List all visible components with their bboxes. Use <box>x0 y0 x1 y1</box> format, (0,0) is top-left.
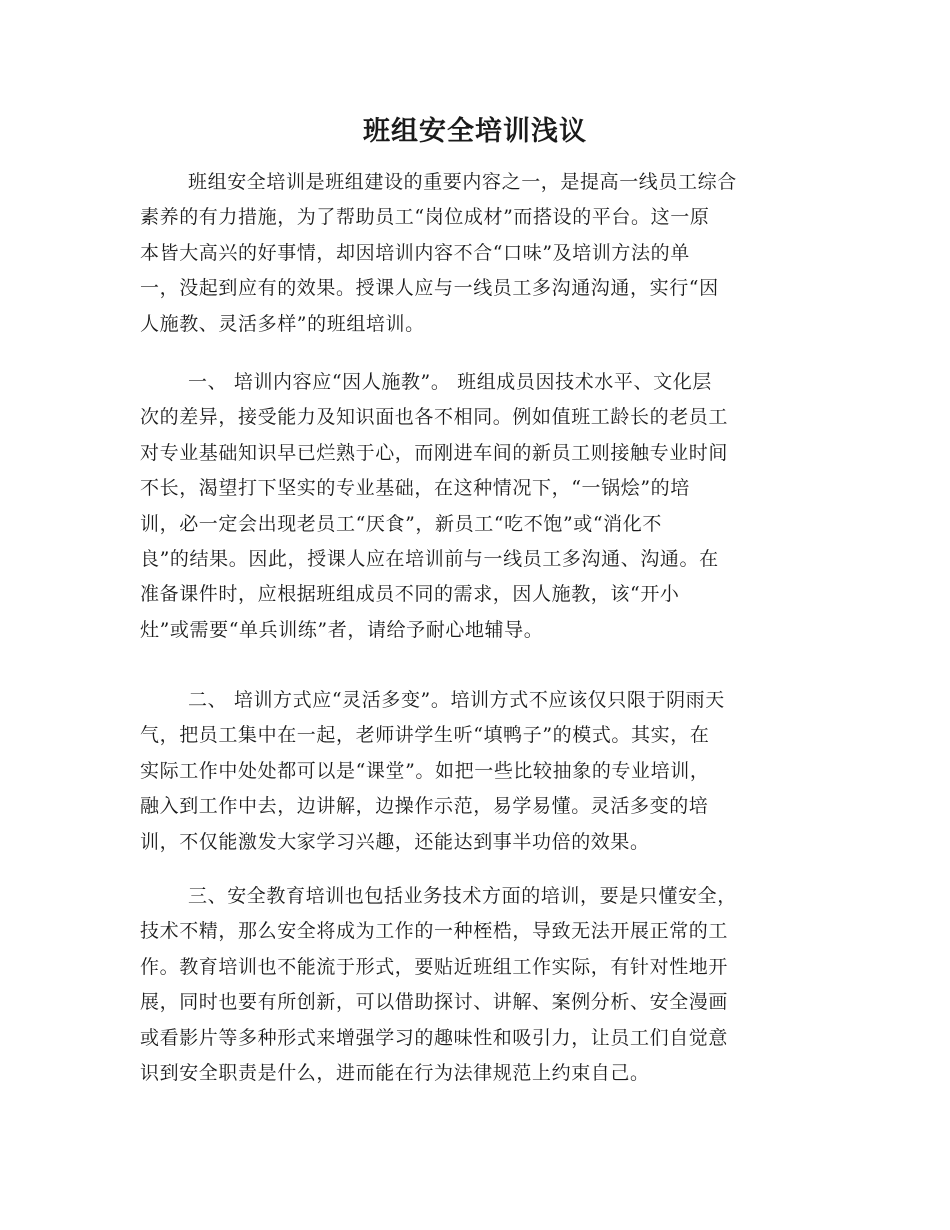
text-line: 展，同时也要有所创新，可以借助探讨、讲解、案例分析、安全漫画 <box>140 991 729 1014</box>
paragraph-intro <box>140 165 810 342</box>
text-line: 训，必一定会出现老员工“厌食”，新员工“吃不饱”或“消化不 <box>140 512 662 535</box>
text-line: 一，没起到应有的效果。授课人应与一线员工多沟通沟通，实行“因 <box>140 277 719 300</box>
text-line: 素养的有力措施，为了帮助员工“岗位成材”而搭设的平台。这一原 <box>140 206 710 229</box>
paragraph-section-2 <box>140 683 810 860</box>
text-line: 气，把员工集中在一起，老师讲学生听“填鸭子”的模式。其实，在 <box>140 724 710 747</box>
text-line: 准备课件时，应根据班组成员不同的需求，因人施教，该“开小 <box>140 583 680 606</box>
text-line: 作。教育培训也不能流于形式，要贴近班组工作实际，有针对性地开 <box>140 955 729 978</box>
text-line: 一、 培训内容应“因人施教”。 班组成员因技术水平、文化层 <box>188 371 712 393</box>
text-line: 融入到工作中去，边讲解，边操作示范，易学易懂。灵活多变的培 <box>140 795 709 818</box>
paragraph-section-3 <box>140 879 810 1091</box>
text-line: 本皆大高兴的好事情，却因培训内容不合“口味”及培训方法的单 <box>140 241 690 264</box>
text-line: 灶”或需要“单兵训练”者，请给予耐心地辅导。 <box>140 618 544 641</box>
text-line: 三、安全教育培训也包括业务技术方面的培训，要是只懂安全， <box>188 885 737 907</box>
text-line: 二、 培训方式应“灵活多变”。培训方式不应该仅只限于阴雨天 <box>188 689 725 711</box>
text-line: 技术不精，那么安全将成为工作的一种桎梏，导致无法开展正常的工 <box>140 920 729 943</box>
paragraph-section-1 <box>140 365 810 648</box>
text-line: 识到安全职责是什么，进而能在行为法律规范上约束自己。 <box>140 1062 650 1085</box>
text-line: 次的差异，接受能力及知识面也各不相同。例如值班工龄长的老员工 <box>140 406 729 429</box>
text-line: 人施教、灵活多样”的班组培训。 <box>140 312 425 335</box>
text-line: 班组安全培训是班组建设的重要内容之一，是提高一线员工综合 <box>188 171 737 193</box>
text-line: 训，不仅能激发大家学习兴趣，还能达到事半功倍的效果。 <box>140 830 650 853</box>
text-line: 不长，渴望打下坚实的专业基础，在这种情况下，“一锅烩”的培 <box>140 477 690 500</box>
text-line: 实际工作中处处都可以是“课堂”。如把一些比较抽象的专业培训， <box>140 759 710 782</box>
text-line: 对专业基础知识早已烂熟于心，而刚进车间的新员工则接触专业时间 <box>140 441 729 464</box>
text-line: 良”的结果。因此，授课人应在培训前与一线员工多沟通、沟通。在 <box>140 548 719 571</box>
document-title: 班组安全培训浅议 <box>363 116 587 147</box>
text-line: 或看影片等多种形式来增强学习的趣味性和吸引力，让员工们自觉意 <box>140 1026 729 1049</box>
